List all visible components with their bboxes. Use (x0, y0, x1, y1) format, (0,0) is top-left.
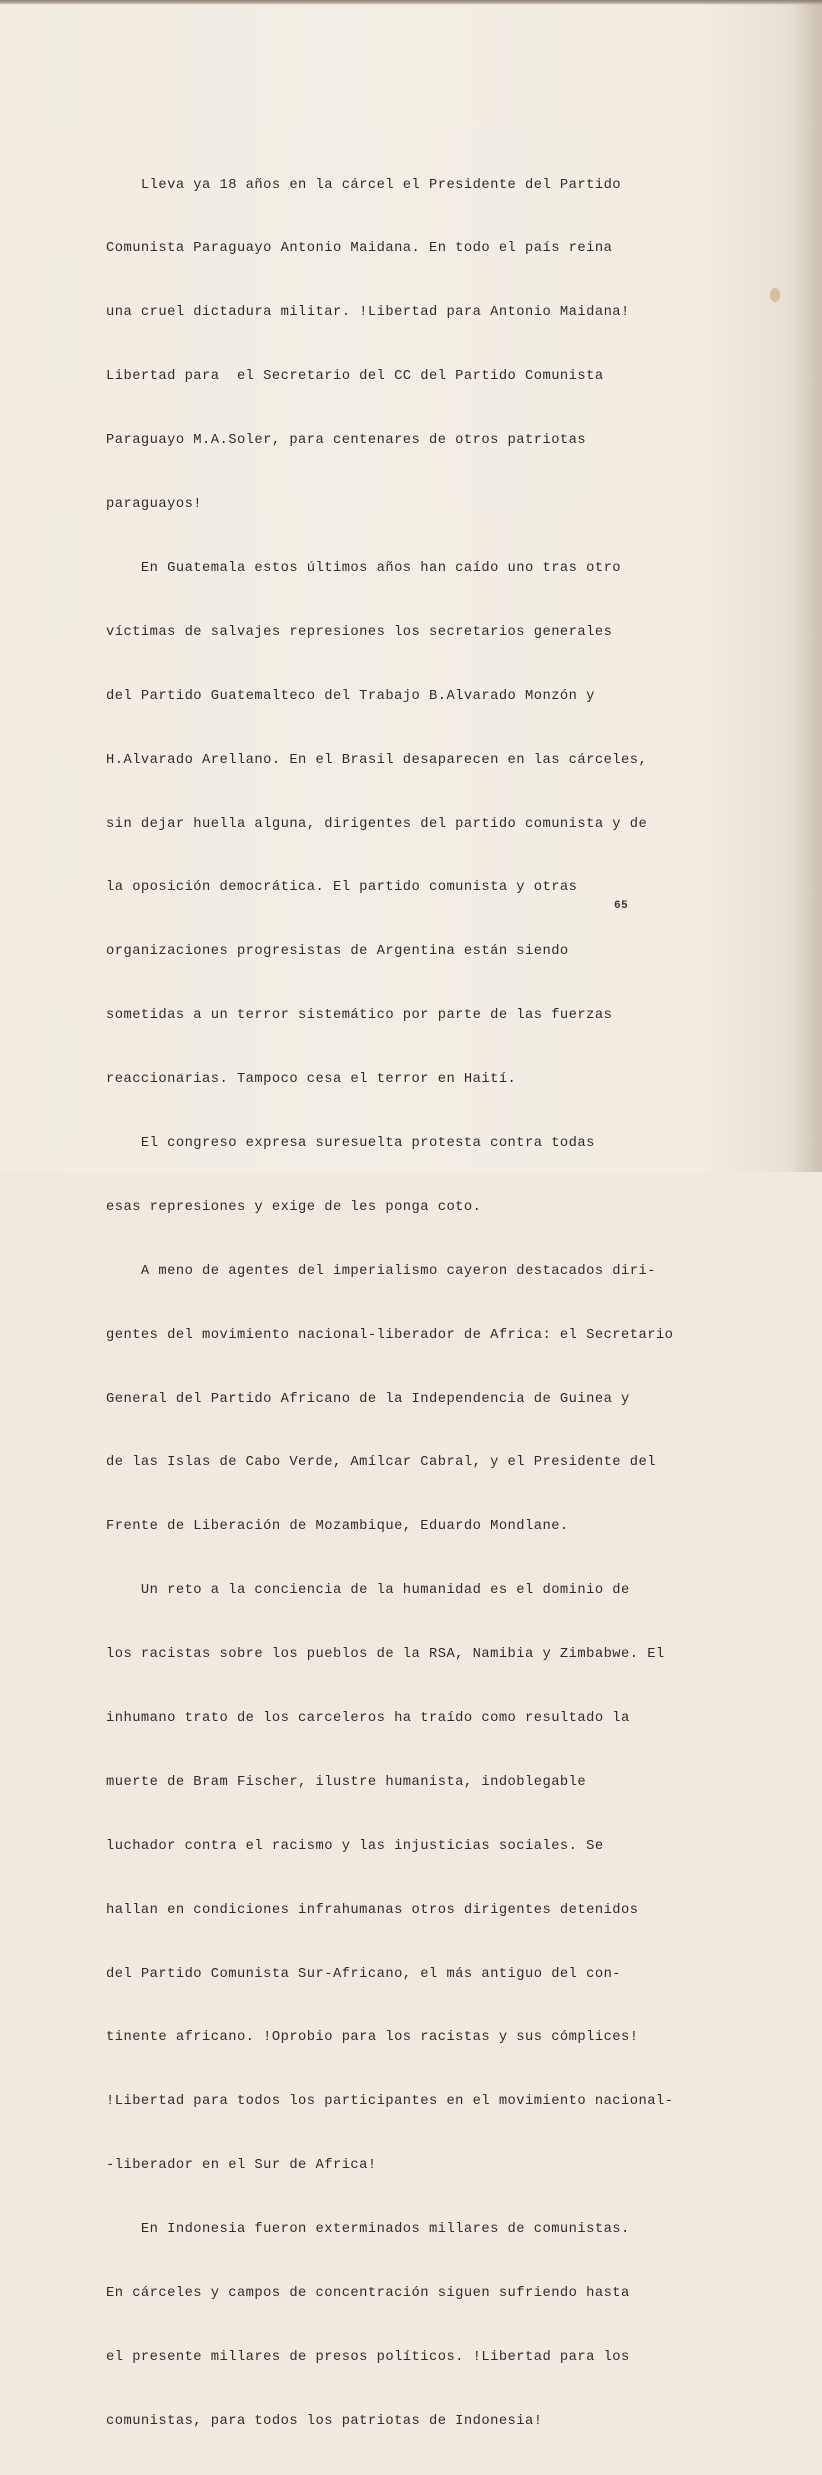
text-line: Libertad para el Secretario del CC del Partido Comunista (106, 369, 604, 385)
text-line: Paraguayo M.A.Soler, para centenares de otros patriotas (106, 433, 587, 449)
text-line: En cárceles y campos de concentración siguen sufriendo hasta (106, 2285, 630, 2301)
text-line: una cruel dictadura militar. !Libertad para Antonio Maidana! (106, 305, 630, 321)
text-line: víctimas de salvajes represiones los secretarios generales (106, 624, 613, 640)
text-line: luchador contra el racismo y las injusticias sociales. Se (106, 1838, 604, 1854)
text-line: sometidas a un terror sistemático por parte de las fuerzas (106, 1008, 613, 1024)
text-line: reaccionarias. Tampoco cesa el terror en Haití. (106, 1072, 517, 1088)
page-top-edge (0, 0, 822, 5)
text-line: la oposición democrática. El partido comunista y otras (106, 880, 578, 896)
text-line: A meno de agentes del imperialismo cayeron destacados diri- (106, 1263, 656, 1279)
text-line: Lleva ya 18 años en la cárcel el Presidente del Partido (106, 177, 622, 193)
text-line: muerte de Bram Fischer, ilustre humanista, indoblegable (106, 1774, 587, 1790)
text-line: paraguayos! (106, 497, 203, 513)
text-line: esas represiones y exige de les ponga coto. (106, 1199, 482, 1215)
text-line: General del Partido Africano de la Independencia de Guinea y (106, 1391, 630, 1407)
text-line: de las Islas de Cabo Verde, Amílcar Cabral, y el Presidente del (106, 1455, 656, 1471)
text-line: En Indonesia fueron exterminados millares de comunistas. (106, 2222, 630, 2238)
text-line: comunistas, para todos los patriotas de Indonesia! (106, 2413, 543, 2429)
text-line: H.Alvarado Arellano. En el Brasil desaparecen en las cárceles, (106, 752, 648, 768)
text-line: el presente millares de presos políticos. !Libertad para los (106, 2349, 630, 2365)
body-text (106, 132, 676, 2475)
text-line: Un reto a la conciencia de la humanidad es el dominio de (106, 1583, 630, 1599)
paper-stain (770, 288, 780, 302)
text-line: Frente de Liberación de Mozambique, Eduardo Mondlane. (106, 1519, 569, 1535)
text-line: los racistas sobre los pueblos de la RSA, Namibia y Zimbabwe. El (106, 1647, 665, 1663)
text-line: inhumano trato de los carceleros ha traído como resultado la (106, 1710, 630, 1726)
text-line: El congreso expresa suresuelta protesta contra todas (106, 1135, 595, 1151)
text-line: -liberador en el Sur de Africa! (106, 2158, 377, 2174)
page-binding-shadow (792, 0, 822, 1172)
text-line: sin dejar huella alguna, dirigentes del partido comunista y de (106, 816, 648, 832)
text-line: del Partido Guatemalteco del Trabajo B.Alvarado Monzón y (106, 688, 595, 704)
text-line: del Partido Comunista Sur-Africano, el más antiguo del con- (106, 1966, 622, 1982)
text-line: gentes del movimiento nacional-liberador de Africa: el Secretario (106, 1327, 674, 1343)
text-line: hallan en condiciones infrahumanas otros dirigentes detenidos (106, 1902, 639, 1918)
text-line: En Guatemala estos últimos años han caído uno tras otro (106, 560, 622, 576)
text-line: !Libertad para todos los participantes en el movimiento nacional- (106, 2094, 674, 2110)
text-line: organizaciones progresistas de Argentina están siendo (106, 944, 569, 960)
text-line: Comunista Paraguayo Antonio Maidana. En todo el país reina (106, 241, 613, 257)
text-line: tinente africano. !Oprobio para los racistas y sus cómplices! (106, 2030, 639, 2046)
page-number: 65 (614, 900, 629, 912)
